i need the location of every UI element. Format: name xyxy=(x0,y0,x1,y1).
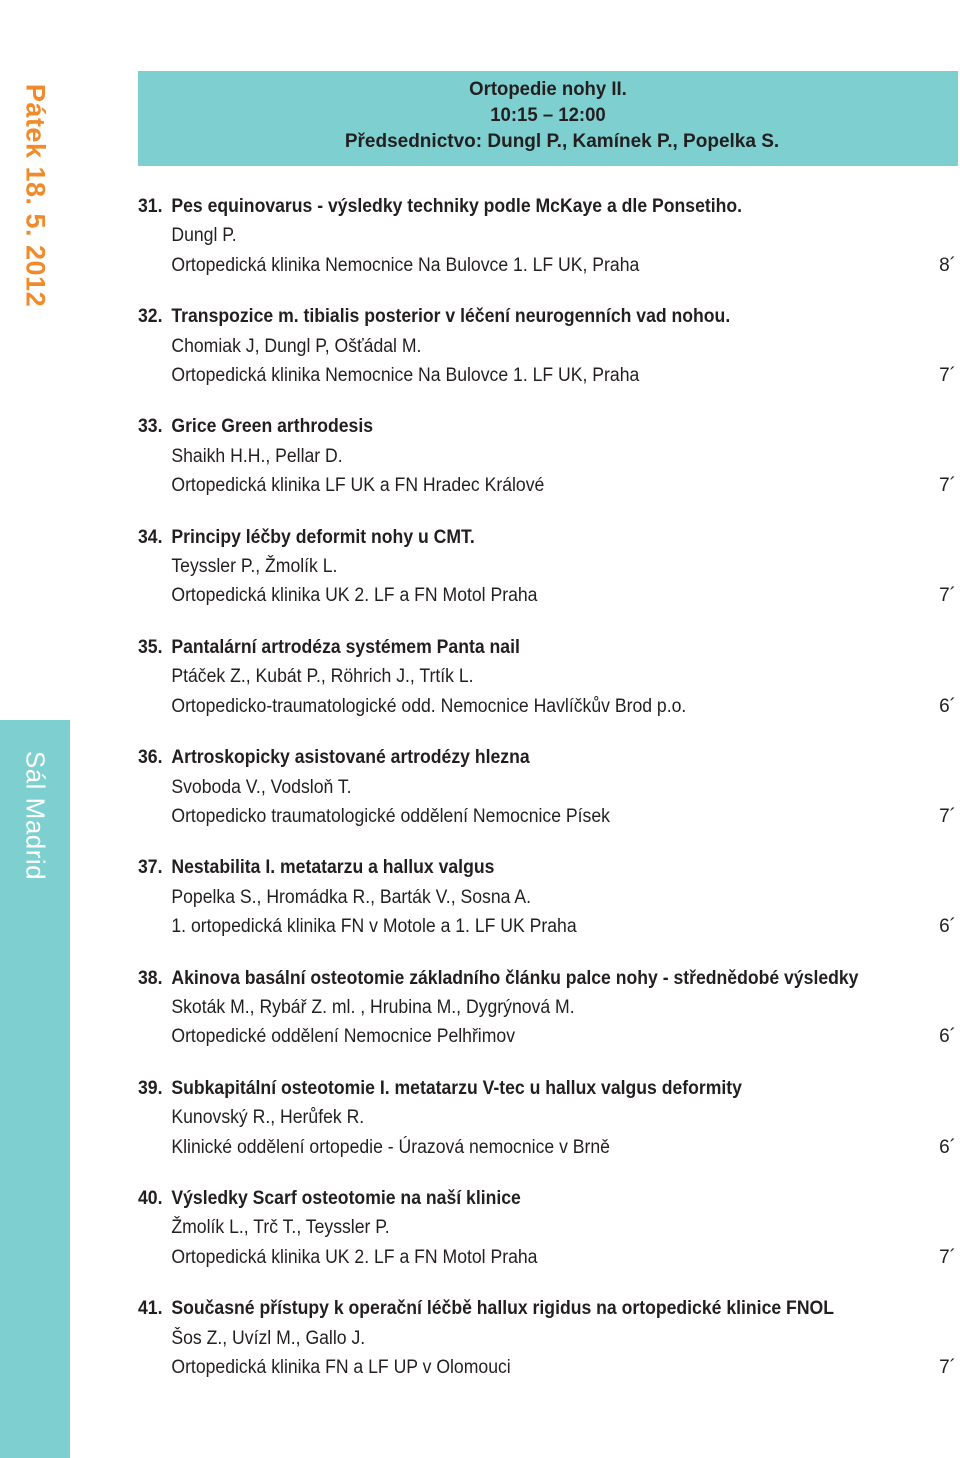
talk-item xyxy=(138,523,958,611)
talk-number: 34. xyxy=(138,526,163,548)
talk-title: Pantalární artrodéza systémem Panta nail xyxy=(171,636,520,658)
talk-item xyxy=(138,743,958,831)
talk-affiliation: Ortopedická klinika Nemocnice Na Bulovce 1. LF UK, Praha xyxy=(171,365,640,387)
talk-affiliation: Ortopedická klinika UK 2. LF a FN Motol Praha xyxy=(171,1246,538,1268)
talk-title: Pes equinovarus - výsledky techniky podle McKaye a dle Ponsetiho. xyxy=(171,196,743,217)
talk-item xyxy=(138,412,958,500)
talk-authors: Skoták M., Rybář Z. ml. , Hrubina M., Dygrýnová M. xyxy=(171,996,575,1018)
talk-affiliation: Ortopedické oddělení Nemocnice Pelhřimov xyxy=(171,1026,515,1048)
talk-affiliation: Ortopedicko-traumatologické odd. Nemocnice Havlíčkův Brod p.o. xyxy=(171,695,687,717)
date-label: Pátek 18. 5. 2012 xyxy=(20,83,51,308)
talk-authors: Ptáček Z., Kubát P., Röhrich J., Trtík L. xyxy=(171,666,474,688)
talk-affiliation: Ortopedická klinika Nemocnice Na Bulovce 1. LF UK, Praha xyxy=(171,254,640,276)
talk-title: Současné přístupy k operační léčbě hallux rigidus na ortopedické klinice FNOL xyxy=(171,1298,835,1320)
talk-number: 33. xyxy=(138,416,163,438)
talk-item xyxy=(138,964,958,1052)
talk-affiliation: 1. ortopedická klinika FN v Motole a 1. LF UK Praha xyxy=(171,916,577,938)
talk-item xyxy=(138,1294,958,1382)
talk-duration: 7´ xyxy=(939,805,956,827)
talk-authors: Popelka S., Hromádka R., Barták V., Sosna A. xyxy=(171,886,532,908)
session-header xyxy=(138,71,958,166)
talk-duration: 6´ xyxy=(939,695,956,717)
talk-duration: 6´ xyxy=(939,1026,956,1048)
talk-title: Transpozice m. tibialis posterior v léčení neurogenních vad nohou. xyxy=(171,306,731,328)
talk-duration: 7´ xyxy=(939,475,956,497)
talk-item xyxy=(138,302,958,390)
talk-item xyxy=(138,1184,958,1272)
talk-number: 37. xyxy=(138,857,163,879)
talk-affiliation: Klinické oddělení ortopedie - Úrazová nemocnice v Brně xyxy=(171,1136,610,1158)
talk-item xyxy=(138,192,958,280)
talk-authors: Teyssler P., Žmolík L. xyxy=(171,556,338,578)
talk-title: Akinova basální osteotomie základního článku palce nohy - střednědobé výsledky xyxy=(171,967,859,989)
talk-title: Subkapitální osteotomie I. metatarzu V-tec u hallux valgus deformity xyxy=(171,1077,742,1099)
talk-authors: Žmolík L., Trč T., Teyssler P. xyxy=(171,1217,390,1239)
talk-number: 35. xyxy=(138,636,163,658)
talk-authors: Šos Z., Uvízl M., Gallo J. xyxy=(171,1327,366,1349)
talk-number: 32. xyxy=(138,306,163,328)
talk-item xyxy=(138,1074,958,1162)
talk-duration: 7´ xyxy=(939,585,956,607)
talk-affiliation: Ortopedická klinika FN a LF UP v Olomouci xyxy=(171,1357,511,1378)
talk-authors: Shaikh H.H., Pellar D. xyxy=(171,445,343,467)
room-label: Sál Madrid xyxy=(20,750,51,881)
talk-affiliation: Ortopedicko traumatologické oddělení Nemocnice Písek xyxy=(171,805,610,827)
talk-number: 38. xyxy=(138,967,163,989)
talk-duration: 6´ xyxy=(939,916,956,938)
talk-number: 36. xyxy=(138,747,163,769)
talk-authors: Dungl P. xyxy=(171,225,237,247)
talk-duration: 7´ xyxy=(939,365,956,387)
session-chairs: Předsednictvo: Dungl P., Kamínek P., Popelka S. xyxy=(344,131,780,152)
talk-number: 40. xyxy=(138,1187,163,1209)
talk-title: Artroskopicky asistované artrodézy hlezna xyxy=(171,747,530,769)
talk-title: Principy léčby deformit nohy u CMT. xyxy=(171,526,475,548)
talk-list xyxy=(138,192,958,1404)
talk-duration: 7´ xyxy=(939,1357,956,1378)
talk-duration: 8´ xyxy=(939,254,956,276)
talk-number: 39. xyxy=(138,1077,163,1099)
talk-duration: 6´ xyxy=(939,1136,956,1158)
sidebar xyxy=(0,0,70,1458)
talk-duration: 7´ xyxy=(939,1246,956,1268)
talk-affiliation: Ortopedická klinika LF UK a FN Hradec Králové xyxy=(171,475,545,497)
talk-item xyxy=(138,853,958,941)
session-time: 10:15 – 12:00 xyxy=(490,105,606,126)
talk-authors: Chomiak J, Dungl P, Ošťádal M. xyxy=(171,335,422,357)
talk-item xyxy=(138,633,958,721)
talk-authors: Svoboda V., Vodsloň T. xyxy=(171,776,352,798)
talk-number: 41. xyxy=(138,1298,163,1320)
talk-authors: Kunovský R., Herůfek R. xyxy=(171,1107,365,1129)
talk-affiliation: Ortopedická klinika UK 2. LF a FN Motol Praha xyxy=(171,585,538,607)
talk-number: 31. xyxy=(138,196,163,217)
talk-title: Grice Green arthrodesis xyxy=(171,416,374,438)
session-title: Ortopedie nohy II. xyxy=(469,79,627,100)
talk-title: Nestabilita I. metatarzu a hallux valgus xyxy=(171,857,495,879)
talk-title: Výsledky Scarf osteotomie na naší klinice xyxy=(171,1187,521,1209)
